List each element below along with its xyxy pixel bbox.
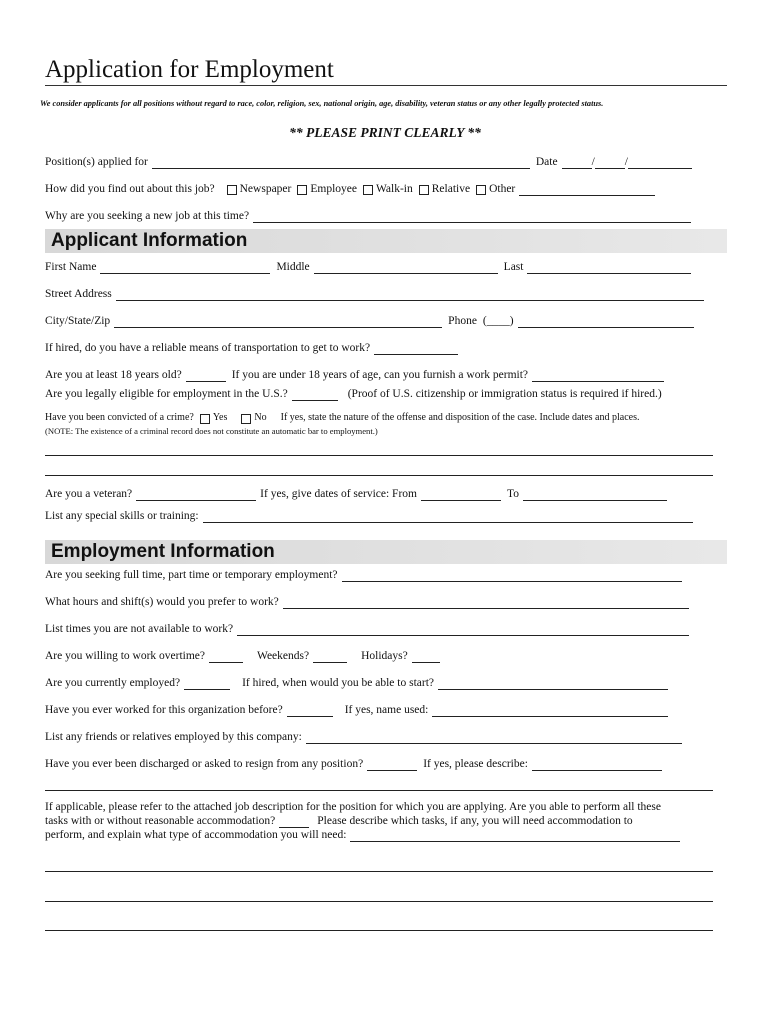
accommodation-line-2b: Please describe which tasks, if any, you will need accommodation to bbox=[317, 815, 633, 827]
positions-field[interactable] bbox=[152, 157, 530, 169]
employee-checkbox[interactable] bbox=[297, 185, 307, 195]
friends-field[interactable] bbox=[306, 732, 682, 744]
why-row bbox=[45, 209, 695, 223]
service-from-label: If yes, give dates of service: From bbox=[260, 488, 417, 500]
overtime-field[interactable] bbox=[209, 651, 243, 663]
convicted-yes-checkbox[interactable] bbox=[200, 414, 210, 424]
print-notice: ** PLEASE PRINT CLEARLY ** bbox=[289, 125, 481, 140]
date-year-field[interactable] bbox=[628, 157, 692, 169]
criminal-record-note: (NOTE: The existence of a criminal record does not constitute an automatic bar to employment.) bbox=[45, 426, 378, 436]
offense-line-2[interactable] bbox=[45, 475, 713, 476]
skills-label: List any special skills or training: bbox=[45, 510, 199, 522]
start-field[interactable] bbox=[438, 678, 668, 690]
overtime-label: Are you willing to work overtime? bbox=[45, 650, 206, 662]
conviction-row: Have you been convicted of a crime? Yes No If yes, state the nature of the offense and disposition of the case. Include dates and places. bbox=[45, 412, 640, 423]
service-to-field[interactable] bbox=[523, 489, 667, 501]
veteran-label: Are you a veteran? bbox=[45, 488, 133, 500]
friends-label: List any friends or relatives employed by this company: bbox=[45, 731, 302, 743]
convicted-no-checkbox[interactable] bbox=[241, 414, 251, 424]
discharged-row bbox=[45, 757, 666, 771]
employed-field[interactable] bbox=[184, 678, 230, 690]
age-label: Are you at least 18 years old? bbox=[45, 369, 182, 381]
employed-row bbox=[45, 676, 672, 690]
holidays-field[interactable] bbox=[412, 651, 440, 663]
street-row bbox=[45, 287, 708, 301]
accommodation-line-3: perform, and explain what type of accommodation you will need: bbox=[45, 829, 347, 841]
why-field[interactable] bbox=[253, 211, 691, 223]
overtime-row bbox=[45, 649, 444, 663]
positions-label: Position(s) applied for bbox=[45, 156, 148, 168]
accommodation-line-2a: tasks with or without reasonable accommodation? bbox=[45, 815, 276, 827]
street-label: Street Address bbox=[45, 288, 112, 300]
proof-note: (Proof of U.S. citizenship or immigration status is required if hired.) bbox=[347, 388, 662, 400]
phone-label: Phone bbox=[448, 315, 477, 327]
hours-row bbox=[45, 595, 693, 609]
phone-field[interactable] bbox=[518, 316, 694, 328]
name-row bbox=[45, 260, 695, 274]
accommodation-line-1: If applicable, please refer to the attached job description for the position for which you are applying. Are you able to perform all these bbox=[45, 801, 661, 813]
walkin-checkbox[interactable] bbox=[363, 185, 373, 195]
service-to-label: To bbox=[506, 488, 519, 500]
worked-before-field[interactable] bbox=[287, 705, 333, 717]
applicant-section-title: Applicant Information bbox=[51, 230, 248, 251]
unavailable-label: List times you are not available to work? bbox=[45, 623, 234, 635]
holidays-label: Holidays? bbox=[361, 650, 408, 662]
unavailable-field[interactable] bbox=[237, 624, 689, 636]
worked-before-row bbox=[45, 703, 672, 717]
hours-label: What hours and shift(s) would you prefer to work? bbox=[45, 596, 279, 608]
why-label: Why are you seeking a new job at this time? bbox=[45, 210, 250, 222]
newspaper-checkbox[interactable] bbox=[227, 185, 237, 195]
page-title: Application for Employment bbox=[45, 56, 334, 83]
transport-field[interactable] bbox=[374, 343, 458, 355]
accommodation-line-b[interactable] bbox=[45, 901, 713, 902]
offense-line-1[interactable] bbox=[45, 455, 713, 456]
permit-field[interactable] bbox=[532, 370, 664, 382]
other-checkbox[interactable] bbox=[476, 185, 486, 195]
accommodation-line-c[interactable] bbox=[45, 930, 713, 931]
first-name-field[interactable] bbox=[100, 262, 270, 274]
employed-label: Are you currently employed? bbox=[45, 677, 181, 689]
accommodation-line-a[interactable] bbox=[45, 871, 713, 872]
friends-row bbox=[45, 730, 686, 744]
discharged-label: Have you ever been discharged or asked to resign from any position? bbox=[45, 758, 364, 770]
city-label: City/State/Zip bbox=[45, 315, 111, 327]
offense-instructions: If yes, state the nature of the offense and disposition of the case. Include dates and places. bbox=[280, 412, 640, 423]
city-row bbox=[45, 314, 698, 328]
worked-before-label: Have you ever worked for this organization before? bbox=[45, 704, 283, 716]
veteran-row bbox=[45, 487, 671, 501]
transport-row bbox=[45, 341, 462, 355]
other-field[interactable] bbox=[519, 184, 655, 196]
eligible-label: Are you legally eligible for employment in the U.S.? bbox=[45, 388, 288, 400]
middle-label: Middle bbox=[276, 261, 310, 273]
accommodation-yesno-field[interactable] bbox=[279, 816, 309, 828]
discharged-field[interactable] bbox=[367, 759, 417, 771]
skills-field[interactable] bbox=[203, 511, 693, 523]
hours-field[interactable] bbox=[283, 597, 689, 609]
name-used-label: If yes, name used: bbox=[344, 704, 429, 716]
title-rule bbox=[45, 85, 727, 86]
date-day-field[interactable] bbox=[595, 157, 625, 169]
age-row bbox=[45, 368, 668, 382]
source-row: How did you find out about this job? Newspaper Employee Walk-in Relative Other bbox=[45, 182, 659, 196]
relative-checkbox[interactable] bbox=[419, 185, 429, 195]
name-used-field[interactable] bbox=[432, 705, 668, 717]
eeo-disclaimer: We consider applicants for all positions without regard to race, color, religion, sex, national origin, age, disability, veteran status or any other legally protected status. bbox=[40, 99, 604, 108]
weekends-label: Weekends? bbox=[257, 650, 310, 662]
describe-field[interactable] bbox=[532, 759, 662, 771]
permit-label: If you are under 18 years of age, can you furnish a work permit? bbox=[231, 369, 529, 381]
employment-section-header bbox=[45, 540, 727, 564]
seeking-field[interactable] bbox=[342, 570, 682, 582]
start-label: If hired, when would you be able to start? bbox=[242, 677, 435, 689]
first-name-label: First Name bbox=[45, 261, 97, 273]
discharge-line[interactable] bbox=[45, 790, 713, 791]
service-from-field[interactable] bbox=[421, 489, 501, 501]
veteran-field[interactable] bbox=[136, 489, 256, 501]
positions-row: Position(s) applied for Date / / bbox=[45, 155, 696, 169]
middle-field[interactable] bbox=[314, 262, 498, 274]
date-month-field[interactable] bbox=[562, 157, 592, 169]
accommodation-paragraph bbox=[45, 800, 730, 842]
date-label: Date bbox=[535, 156, 558, 168]
age-field[interactable] bbox=[186, 370, 226, 382]
phone-area-code[interactable]: (____) bbox=[482, 315, 514, 327]
street-field[interactable] bbox=[116, 289, 704, 301]
city-field[interactable] bbox=[114, 316, 442, 328]
last-field[interactable] bbox=[527, 262, 691, 274]
describe-label: If yes, please describe: bbox=[423, 758, 528, 770]
last-label: Last bbox=[503, 261, 524, 273]
eligible-field[interactable] bbox=[292, 389, 338, 401]
employment-section-title: Employment Information bbox=[51, 541, 275, 562]
transport-label: If hired, do you have a reliable means of transportation to get to work? bbox=[45, 342, 371, 354]
source-label: How did you find out about this job? bbox=[45, 183, 215, 195]
accommodation-field[interactable] bbox=[350, 830, 680, 842]
convicted-label: Have you been convicted of a crime? bbox=[45, 412, 194, 423]
applicant-section-header bbox=[45, 229, 727, 253]
seeking-row bbox=[45, 568, 686, 582]
eligible-row bbox=[45, 387, 662, 401]
unavailable-row bbox=[45, 622, 693, 636]
seeking-label: Are you seeking full time, part time or temporary employment? bbox=[45, 569, 338, 581]
weekends-field[interactable] bbox=[313, 651, 347, 663]
skills-row bbox=[45, 509, 697, 523]
